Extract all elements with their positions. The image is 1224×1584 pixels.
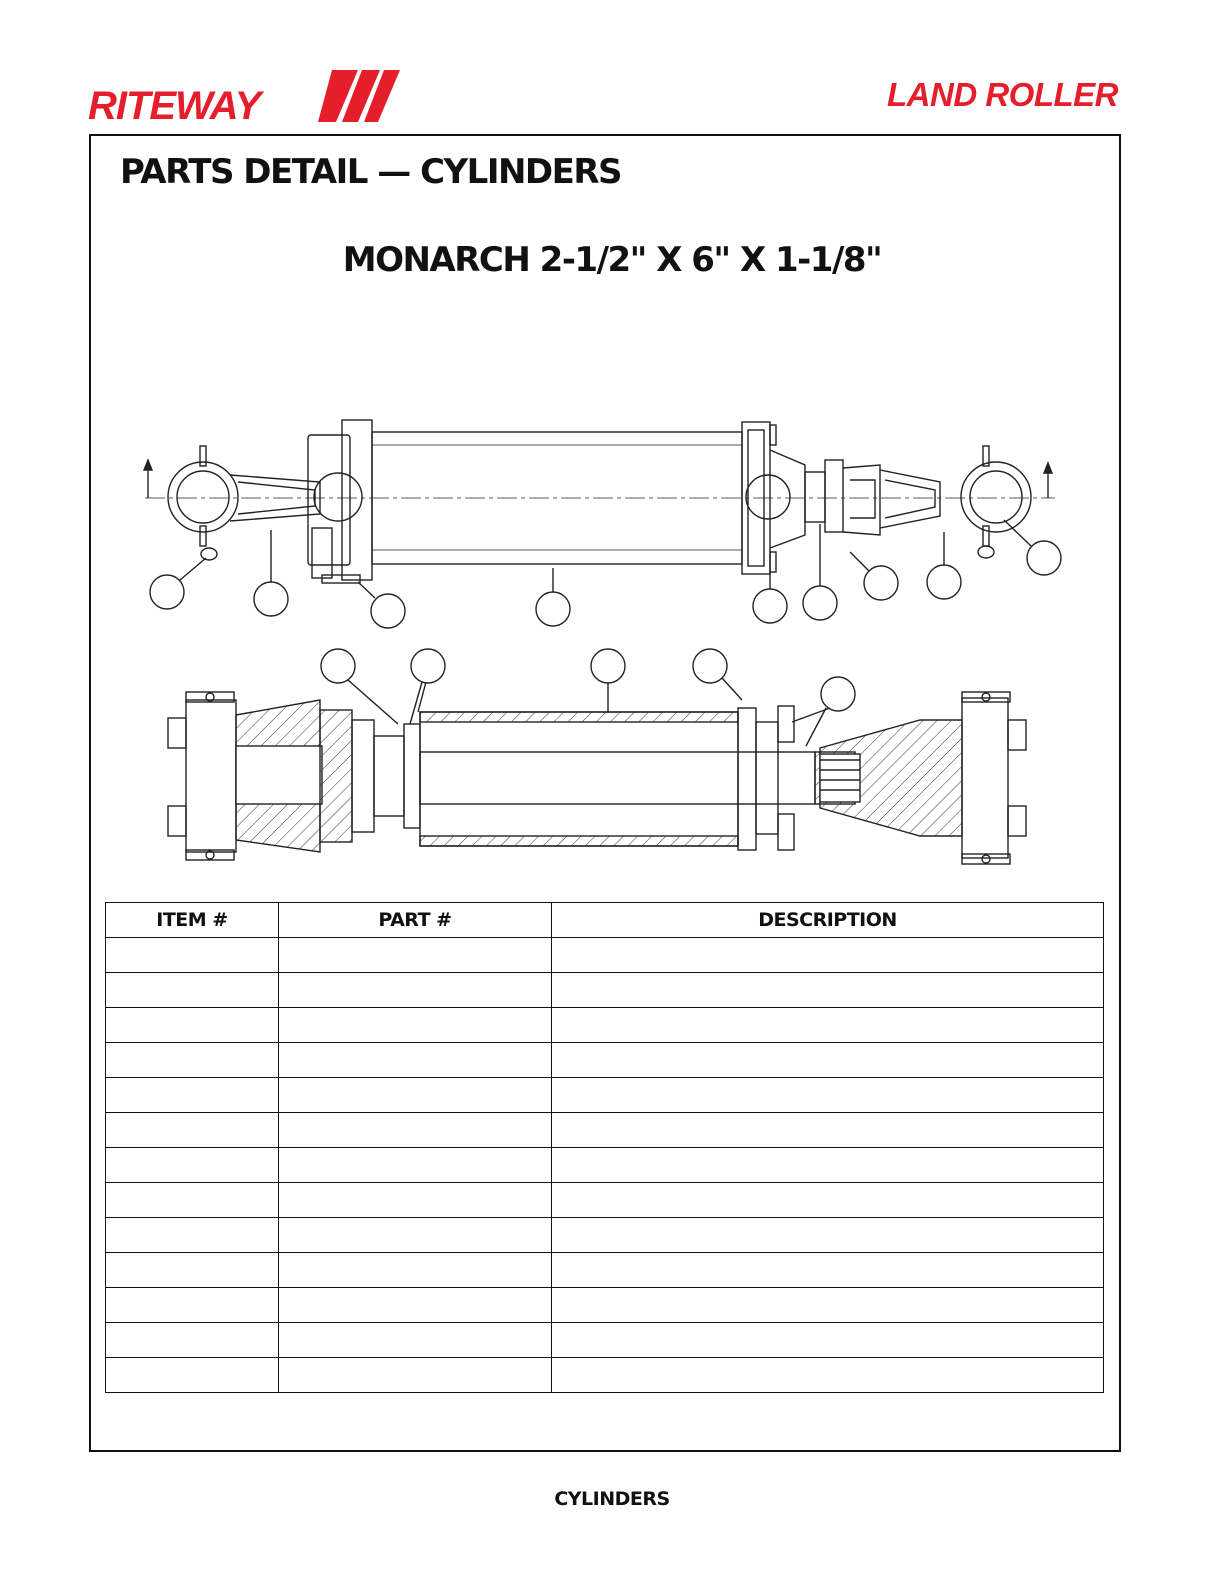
item-cell xyxy=(106,1218,279,1253)
table-row xyxy=(106,1253,1104,1288)
description-cell xyxy=(552,1113,1104,1148)
table-header-row xyxy=(106,903,1104,938)
part-cell xyxy=(279,1358,552,1393)
description-cell xyxy=(552,1218,1104,1253)
table-row xyxy=(106,1043,1104,1078)
description-cell xyxy=(552,938,1104,973)
item-cell xyxy=(106,1288,279,1323)
part-cell xyxy=(279,973,552,1008)
part-cell xyxy=(279,1183,552,1218)
item-cell xyxy=(106,1008,279,1043)
table-row xyxy=(106,1218,1104,1253)
item-cell xyxy=(106,973,279,1008)
table-row xyxy=(106,1288,1104,1323)
riteway-stripes-icon xyxy=(318,70,418,126)
part-cell xyxy=(279,1113,552,1148)
column-header-part: PART # xyxy=(279,903,552,938)
table-row xyxy=(106,1008,1104,1043)
part-cell xyxy=(279,1148,552,1183)
table-row xyxy=(106,1078,1104,1113)
description-cell xyxy=(552,1043,1104,1078)
part-cell xyxy=(279,1008,552,1043)
part-cell xyxy=(279,1253,552,1288)
footer-section-label: CYLINDERS xyxy=(554,1488,670,1510)
item-cell xyxy=(106,1183,279,1218)
item-cell xyxy=(106,1358,279,1393)
cross-section-view xyxy=(168,649,1026,864)
table-row xyxy=(106,973,1104,1008)
part-cell xyxy=(279,1288,552,1323)
description-cell xyxy=(552,1078,1104,1113)
exterior-view xyxy=(144,420,1061,628)
item-cell xyxy=(106,1253,279,1288)
table-row xyxy=(106,938,1104,973)
description-cell xyxy=(552,1183,1104,1218)
description-cell xyxy=(552,1148,1104,1183)
part-cell xyxy=(279,938,552,973)
part-cell xyxy=(279,1218,552,1253)
part-cell xyxy=(279,1078,552,1113)
description-cell xyxy=(552,1253,1104,1288)
column-header-description: DESCRIPTION xyxy=(552,903,1104,938)
item-cell xyxy=(106,1148,279,1183)
product-name: LAND ROLLER xyxy=(887,76,1118,113)
item-cell xyxy=(106,1078,279,1113)
description-cell xyxy=(552,1323,1104,1358)
column-header-item: ITEM # xyxy=(106,903,279,938)
description-cell xyxy=(552,1288,1104,1323)
table-row xyxy=(106,1358,1104,1393)
item-cell xyxy=(106,1113,279,1148)
part-cell xyxy=(279,1043,552,1078)
table-row xyxy=(106,1113,1104,1148)
description-cell xyxy=(552,973,1104,1008)
cylinder-model-title: MONARCH 2-1/2" X 6" X 1-1/8" xyxy=(342,240,882,280)
item-cell xyxy=(106,1043,279,1078)
page-title: PARTS DETAIL — CYLINDERS xyxy=(120,152,622,192)
item-cell xyxy=(106,1323,279,1358)
description-cell xyxy=(552,1358,1104,1393)
table-row xyxy=(106,1148,1104,1183)
cylinder-drawing xyxy=(130,410,1090,880)
parts-table xyxy=(105,902,1104,1393)
item-cell xyxy=(106,938,279,973)
table-row xyxy=(106,1183,1104,1218)
riteway-logo xyxy=(88,70,418,130)
part-cell xyxy=(279,1323,552,1358)
table-row xyxy=(106,1323,1104,1358)
brand-wordmark: RITEWAY xyxy=(88,84,261,128)
description-cell xyxy=(552,1008,1104,1043)
